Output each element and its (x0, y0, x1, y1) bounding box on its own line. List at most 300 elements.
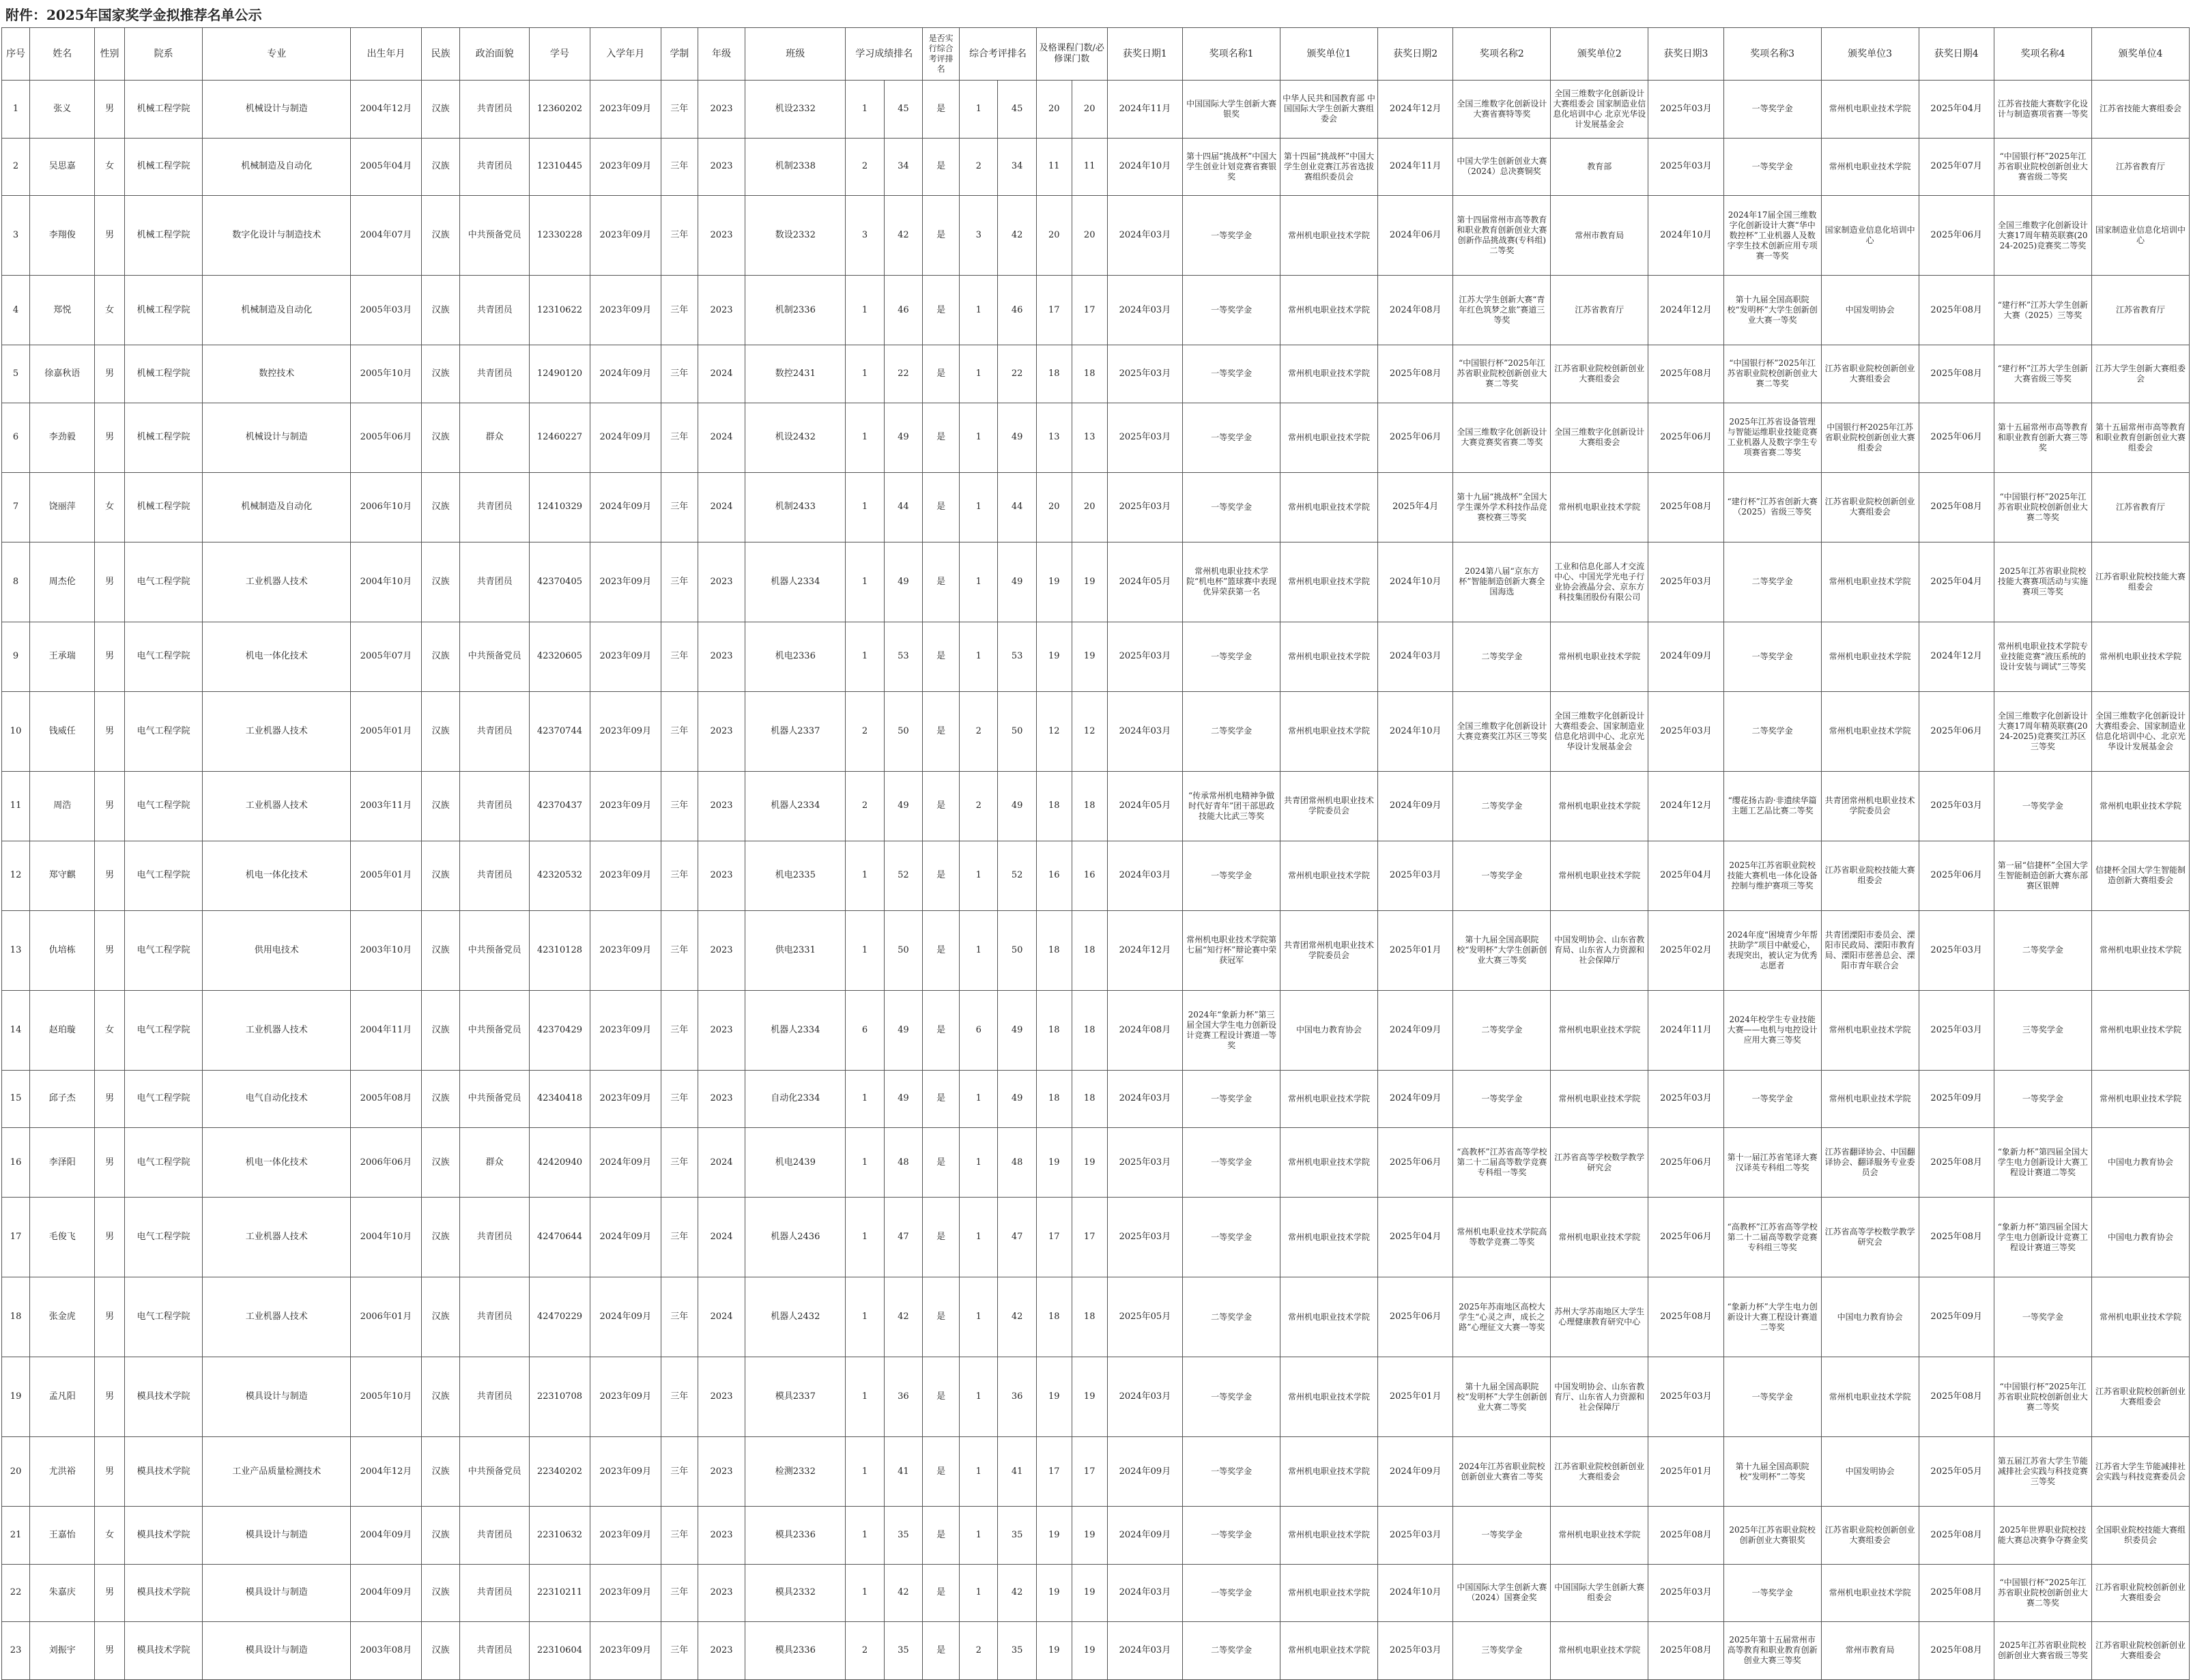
study-length: 三年 (661, 1507, 698, 1565)
study-rank-total: 48 (884, 1128, 922, 1198)
award-org-2: 全国三维数字化创新设计大赛组委会 国家制造业信息化培训中心 北京光华设计发展基金会 (1551, 81, 1648, 139)
class: 机电2439 (745, 1128, 846, 1198)
student-name: 孟凡阳 (30, 1357, 95, 1437)
award-name-4: 一等奖学金 (1994, 1277, 2091, 1357)
gender: 男 (95, 1128, 124, 1198)
enroll-month: 2023年09月 (590, 1564, 661, 1622)
award-date-3: 2024年12月 (1648, 771, 1723, 841)
comprehensive-rank: 1 (960, 542, 998, 622)
passed-courses: 11 (1036, 138, 1072, 196)
row-number: 18 (2, 1277, 30, 1357)
award-org-4: 中国电力教育协会 (2091, 1128, 2189, 1198)
comprehensive-eval-flag: 是 (923, 622, 960, 691)
study-length: 三年 (661, 276, 698, 345)
passed-courses: 12 (1036, 691, 1072, 771)
award-date-3: 2024年10月 (1648, 196, 1723, 276)
passed-courses: 19 (1036, 622, 1072, 691)
row-number: 9 (2, 622, 30, 691)
political-status: 共青团员 (460, 1564, 530, 1622)
comprehensive-eval-flag: 是 (923, 1437, 960, 1507)
birth-month: 2006年06月 (351, 1128, 422, 1198)
ethnicity: 汉族 (421, 542, 459, 622)
birth-month: 2005年01月 (351, 691, 422, 771)
award-date-2: 2024年09月 (1377, 1437, 1452, 1507)
award-org-3: 常州市教育局 (1821, 1622, 1919, 1680)
award-date-1: 2025年03月 (1107, 472, 1182, 542)
comprehensive-rank-total: 48 (998, 1128, 1036, 1198)
table-row (2, 1070, 2190, 1128)
comprehensive-eval-flag: 是 (923, 81, 960, 139)
award-org-3: 江苏省职业院校创新创业大赛组委会 (1821, 345, 1919, 403)
birth-month: 2005年06月 (351, 403, 422, 472)
enroll-month: 2024年09月 (590, 1128, 661, 1198)
birth-month: 2004年11月 (351, 990, 422, 1070)
gender: 女 (95, 138, 124, 196)
passed-courses: 19 (1036, 1357, 1072, 1437)
award-date-2: 2025年04月 (1377, 1198, 1452, 1277)
study-rank: 1 (846, 1070, 884, 1128)
award-name-4: 全国三维数字化创新设计大赛17周年精英联赛(2024-2025)竞赛奖江苏区三等奖 (1994, 691, 2091, 771)
comprehensive-rank-total: 34 (998, 138, 1036, 196)
col-header: 入学年月 (590, 28, 661, 81)
award-name-2: 中国大学生创新创业大赛（2024）总决赛铜奖 (1453, 138, 1551, 196)
award-org-3: 中国发明协会 (1821, 276, 1919, 345)
comprehensive-eval-flag: 是 (923, 771, 960, 841)
study-rank: 1 (846, 542, 884, 622)
award-date-1: 2025年03月 (1107, 403, 1182, 472)
grade: 2023 (698, 1564, 745, 1622)
comprehensive-rank: 1 (960, 472, 998, 542)
award-date-3: 2025年03月 (1648, 1564, 1723, 1622)
ethnicity: 汉族 (421, 81, 459, 139)
award-date-2: 2025年4月 (1377, 472, 1452, 542)
col-header: 获奖日期3 (1648, 28, 1723, 81)
required-courses: 17 (1072, 1437, 1107, 1507)
award-name-2: 2025年苏南地区高校大学生“心灵之声，成长之路”心理征文大赛一等奖 (1453, 1277, 1551, 1357)
student-name: 王嘉怡 (30, 1507, 95, 1565)
student-name: 郑悦 (30, 276, 95, 345)
comprehensive-eval-flag: 是 (923, 403, 960, 472)
comprehensive-rank-total: 49 (998, 1070, 1036, 1128)
student-id: 42370429 (530, 990, 590, 1070)
ethnicity: 汉族 (421, 345, 459, 403)
table-row (2, 622, 2190, 691)
award-name-2: “中国银行杯”2025年江苏省职业院校创新创业大赛二等奖 (1453, 345, 1551, 403)
department: 机械工程学院 (124, 276, 203, 345)
class: 自动化2334 (745, 1070, 846, 1128)
student-name: 饶丽萍 (30, 472, 95, 542)
award-org-3: 常州机电职业技术学院 (1821, 622, 1919, 691)
comprehensive-eval-flag: 是 (923, 138, 960, 196)
award-name-2: 第十四届常州市高等教育和职业教育创新创业大赛创新作品挑战赛(专科组)二等奖 (1453, 196, 1551, 276)
award-name-1: 一等奖学金 (1183, 345, 1280, 403)
table-row (2, 138, 2190, 196)
award-name-2: 中国国际大学生创新大赛（2024）国赛金奖 (1453, 1564, 1551, 1622)
birth-month: 2003年10月 (351, 910, 422, 990)
major: 工业机器人技术 (203, 542, 351, 622)
major: 模具设计与制造 (203, 1564, 351, 1622)
gender: 男 (95, 1622, 124, 1680)
study-length: 三年 (661, 542, 698, 622)
study-rank-total: 53 (884, 622, 922, 691)
row-number: 1 (2, 81, 30, 139)
student-name: 刘振宇 (30, 1622, 95, 1680)
department: 电气工程学院 (124, 1277, 203, 1357)
political-status: 共青团员 (460, 1198, 530, 1277)
department: 模具技术学院 (124, 1622, 203, 1680)
required-courses: 18 (1072, 1277, 1107, 1357)
study-length: 三年 (661, 1437, 698, 1507)
award-date-1: 2024年05月 (1107, 542, 1182, 622)
award-name-1: 一等奖学金 (1183, 1357, 1280, 1437)
award-name-4: 一等奖学金 (1994, 771, 2091, 841)
table-row (2, 542, 2190, 622)
study-rank: 2 (846, 1622, 884, 1680)
study-rank: 6 (846, 990, 884, 1070)
student-id: 42370437 (530, 771, 590, 841)
award-org-2: 常州机电职业技术学院 (1551, 771, 1648, 841)
col-header: 政治面貌 (460, 28, 530, 81)
award-org-4: 第十五届常州市高等教育和职业教育创新创业大赛组委会 (2091, 403, 2189, 472)
passed-courses: 18 (1036, 345, 1072, 403)
row-number: 7 (2, 472, 30, 542)
class: 数控2431 (745, 345, 846, 403)
grade: 2023 (698, 276, 745, 345)
award-date-3: 2025年03月 (1648, 542, 1723, 622)
award-org-3: 共青团常州机电职业技术学院委员会 (1821, 771, 1919, 841)
row-number: 4 (2, 276, 30, 345)
study-rank: 1 (846, 1198, 884, 1277)
award-name-2: 2024年江苏省职业院校创新创业大赛省二等奖 (1453, 1437, 1551, 1507)
award-name-2: “高教杯”江苏省高等学校第二十二届高等数学竞赛专科组一等奖 (1453, 1128, 1551, 1198)
award-name-4: 第五届江苏省大学生节能减排社会实践与科技竞赛三等奖 (1994, 1437, 2091, 1507)
award-date-2: 2025年03月 (1377, 1507, 1452, 1565)
award-org-1: 常州机电职业技术学院 (1280, 1277, 1378, 1357)
major: 机械制造及自动化 (203, 276, 351, 345)
award-org-2: 常州机电职业技术学院 (1551, 622, 1648, 691)
study-rank: 1 (846, 1357, 884, 1437)
award-date-2: 2025年08月 (1377, 345, 1452, 403)
birth-month: 2005年01月 (351, 841, 422, 910)
passed-courses: 19 (1036, 1507, 1072, 1565)
enroll-month: 2023年09月 (590, 910, 661, 990)
award-name-2: 三等奖学金 (1453, 1622, 1551, 1680)
award-date-4: 2025年07月 (1919, 138, 1994, 196)
award-date-2: 2024年10月 (1377, 1564, 1452, 1622)
enroll-month: 2023年09月 (590, 276, 661, 345)
award-org-3: 国家制造业信息化培训中心 (1821, 196, 1919, 276)
gender: 男 (95, 81, 124, 139)
col-header: 学号 (530, 28, 590, 81)
major: 机械制造及自动化 (203, 138, 351, 196)
political-status: 中共预备党员 (460, 196, 530, 276)
scholarship-table (1, 27, 2190, 1680)
required-courses: 12 (1072, 691, 1107, 771)
award-org-4: 全国三维数字化创新设计大赛组委会、国家制造业信息化培训中心、北京光华设计发展基金会 (2091, 691, 2189, 771)
comprehensive-rank-total: 49 (998, 771, 1036, 841)
award-org-4: 江苏省教育厅 (2091, 472, 2189, 542)
award-date-3: 2025年04月 (1648, 841, 1723, 910)
table-row (2, 1622, 2190, 1680)
student-id: 12310622 (530, 276, 590, 345)
required-courses: 19 (1072, 1128, 1107, 1198)
award-date-4: 2025年03月 (1919, 910, 1994, 990)
ethnicity: 汉族 (421, 472, 459, 542)
class: 检测2332 (745, 1437, 846, 1507)
passed-courses: 19 (1036, 1128, 1072, 1198)
award-org-2: 教育部 (1551, 138, 1648, 196)
award-org-1: 常州机电职业技术学院 (1280, 622, 1378, 691)
award-name-1: 二等奖学金 (1183, 691, 1280, 771)
comprehensive-rank: 1 (960, 1564, 998, 1622)
political-status: 中共预备党员 (460, 990, 530, 1070)
comprehensive-rank-total: 46 (998, 276, 1036, 345)
award-date-3: 2025年08月 (1648, 472, 1723, 542)
award-org-1: 常州机电职业技术学院 (1280, 1437, 1378, 1507)
award-name-3: 一等奖学金 (1723, 622, 1821, 691)
award-name-3: 一等奖学金 (1723, 138, 1821, 196)
ethnicity: 汉族 (421, 1128, 459, 1198)
award-name-2: 常州机电职业技术学院高等数学竞赛二等奖 (1453, 1198, 1551, 1277)
comprehensive-rank: 1 (960, 1277, 998, 1357)
student-name: 徐嘉秋语 (30, 345, 95, 403)
award-date-4: 2025年09月 (1919, 1277, 1994, 1357)
passed-courses: 13 (1036, 403, 1072, 472)
political-status: 共青团员 (460, 771, 530, 841)
student-name: 周杰伦 (30, 542, 95, 622)
award-org-3: 江苏省职业院校创新创业大赛组委会 (1821, 1507, 1919, 1565)
award-name-1: 一等奖学金 (1183, 472, 1280, 542)
comprehensive-eval-flag: 是 (923, 990, 960, 1070)
row-number: 11 (2, 771, 30, 841)
comprehensive-eval-flag: 是 (923, 1198, 960, 1277)
ethnicity: 汉族 (421, 1437, 459, 1507)
award-date-2: 2025年01月 (1377, 1357, 1452, 1437)
study-rank: 1 (846, 345, 884, 403)
award-date-1: 2024年09月 (1107, 1437, 1182, 1507)
row-number: 20 (2, 1437, 30, 1507)
political-status: 共青团员 (460, 472, 530, 542)
birth-month: 2004年09月 (351, 1564, 422, 1622)
study-rank-total: 50 (884, 910, 922, 990)
award-org-2: 江苏省高等学校数学教学研究会 (1551, 1128, 1648, 1198)
award-org-2: 常州机电职业技术学院 (1551, 1507, 1648, 1565)
award-date-4: 2025年08月 (1919, 1507, 1994, 1565)
award-name-3: 二等奖学金 (1723, 691, 1821, 771)
award-org-3: 常州机电职业技术学院 (1821, 1357, 1919, 1437)
table-row (2, 276, 2190, 345)
enroll-month: 2023年09月 (590, 1357, 661, 1437)
award-name-4: “象新力杯”第四届全国大学生电力创新设计大赛工程设计赛道二等奖 (1994, 1128, 2091, 1198)
award-name-3: “高教杯”江苏省高等学校第二十二届高等数学竞赛专科组三等奖 (1723, 1198, 1821, 1277)
comprehensive-rank: 1 (960, 403, 998, 472)
passed-courses: 16 (1036, 841, 1072, 910)
comprehensive-rank: 1 (960, 1128, 998, 1198)
student-name: 张金虎 (30, 1277, 95, 1357)
study-rank: 1 (846, 1277, 884, 1357)
comprehensive-rank-total: 42 (998, 1564, 1036, 1622)
study-length: 三年 (661, 81, 698, 139)
award-date-3: 2025年03月 (1648, 1070, 1723, 1128)
gender: 男 (95, 196, 124, 276)
department: 机械工程学院 (124, 472, 203, 542)
grade: 2023 (698, 771, 745, 841)
award-date-3: 2025年08月 (1648, 1277, 1723, 1357)
ethnicity: 汉族 (421, 1198, 459, 1277)
enroll-month: 2023年09月 (590, 1437, 661, 1507)
award-name-1: 二等奖学金 (1183, 1622, 1280, 1680)
grade: 2023 (698, 1507, 745, 1565)
col-header: 奖项名称4 (1994, 28, 2091, 81)
award-org-1: 常州机电职业技术学院 (1280, 1564, 1378, 1622)
award-date-2: 2025年06月 (1377, 1277, 1452, 1357)
required-courses: 20 (1072, 196, 1107, 276)
award-org-3: 中国发明协会 (1821, 1437, 1919, 1507)
student-name: 朱嘉庆 (30, 1564, 95, 1622)
study-length: 三年 (661, 990, 698, 1070)
row-number: 23 (2, 1622, 30, 1680)
gender: 女 (95, 990, 124, 1070)
award-org-1: 共青团常州机电职业技术学院委员会 (1280, 771, 1378, 841)
award-date-2: 2025年03月 (1377, 841, 1452, 910)
study-length: 三年 (661, 910, 698, 990)
award-org-2: 常州机电职业技术学院 (1551, 1198, 1648, 1277)
row-number: 13 (2, 910, 30, 990)
award-date-2: 2024年10月 (1377, 691, 1452, 771)
gender: 男 (95, 1198, 124, 1277)
class: 机电2335 (745, 841, 846, 910)
award-name-3: 2024年17届全国三维数字化创新设计大赛“华中数控杯”工业机器人及数字孪生技术创新应用专项赛一等奖 (1723, 196, 1821, 276)
award-name-1: “传承常州机电精神争做时代好青年”团干部思政技能大比武三等奖 (1183, 771, 1280, 841)
student-name: 邱子杰 (30, 1070, 95, 1128)
award-org-2: 江苏省职业院校创新创业大赛组委会 (1551, 345, 1648, 403)
comprehensive-rank-total: 36 (998, 1357, 1036, 1437)
award-name-4: “中国银行杯”2025年江苏省职业院校创新创业大赛二等奖 (1994, 1564, 2091, 1622)
award-date-4: 2025年08月 (1919, 472, 1994, 542)
gender: 女 (95, 1507, 124, 1565)
study-rank-total: 34 (884, 138, 922, 196)
department: 电气工程学院 (124, 542, 203, 622)
row-number: 12 (2, 841, 30, 910)
award-date-3: 2025年03月 (1648, 1357, 1723, 1437)
grade: 2023 (698, 990, 745, 1070)
award-date-3: 2025年03月 (1648, 691, 1723, 771)
award-name-2: 一等奖学金 (1453, 1070, 1551, 1128)
required-courses: 13 (1072, 403, 1107, 472)
award-date-2: 2024年09月 (1377, 771, 1452, 841)
study-rank-total: 49 (884, 403, 922, 472)
award-org-2: 工业和信息化部人才交流中心、中国光学光电子行业协会液晶分会、京东方科技集团股份有限公司 (1551, 542, 1648, 622)
award-name-1: 常州机电职业技术学院第七届“知行杯”辩论赛中荣获冠军 (1183, 910, 1280, 990)
birth-month: 2005年04月 (351, 138, 422, 196)
row-number: 10 (2, 691, 30, 771)
political-status: 群众 (460, 403, 530, 472)
department: 机械工程学院 (124, 196, 203, 276)
study-rank: 2 (846, 771, 884, 841)
birth-month: 2004年12月 (351, 81, 422, 139)
student-name: 李劲毅 (30, 403, 95, 472)
award-date-3: 2025年03月 (1648, 81, 1723, 139)
student-id: 22310604 (530, 1622, 590, 1680)
award-org-1: 常州机电职业技术学院 (1280, 1198, 1378, 1277)
department: 机械工程学院 (124, 403, 203, 472)
student-id: 42370744 (530, 691, 590, 771)
comprehensive-eval-flag: 是 (923, 841, 960, 910)
required-courses: 17 (1072, 1198, 1107, 1277)
department: 模具技术学院 (124, 1437, 203, 1507)
birth-month: 2004年07月 (351, 196, 422, 276)
grade: 2024 (698, 472, 745, 542)
award-date-4: 2025年08月 (1919, 1357, 1994, 1437)
enroll-month: 2023年09月 (590, 1622, 661, 1680)
ethnicity: 汉族 (421, 138, 459, 196)
award-org-3: 常州机电职业技术学院 (1821, 1070, 1919, 1128)
col-header: 及格课程门数/必修课门数 (1036, 28, 1107, 81)
study-length: 三年 (661, 1277, 698, 1357)
ethnicity: 汉族 (421, 841, 459, 910)
grade: 2024 (698, 1128, 745, 1198)
col-header: 学制 (661, 28, 698, 81)
award-name-1: 一等奖学金 (1183, 841, 1280, 910)
award-org-4: 常州机电职业技术学院 (2091, 1277, 2189, 1357)
student-name: 郑守麒 (30, 841, 95, 910)
enroll-month: 2023年09月 (590, 196, 661, 276)
study-rank-total: 36 (884, 1357, 922, 1437)
award-date-1: 2025年03月 (1107, 1128, 1182, 1198)
political-status: 中共预备党员 (460, 622, 530, 691)
table-row (2, 1198, 2190, 1277)
table-row (2, 403, 2190, 472)
study-rank-total: 42 (884, 196, 922, 276)
award-name-4: 三等奖学金 (1994, 990, 2091, 1070)
award-name-1: 一等奖学金 (1183, 1128, 1280, 1198)
award-org-3: 共青团溧阳市委员会、溧阳市民政局、溧阳市教育局、溧阳市慈善总会、溧阳市青年联合会 (1821, 910, 1919, 990)
award-name-3: 2025年江苏省职业院校创新创业大赛银奖 (1723, 1507, 1821, 1565)
class: 机制2433 (745, 472, 846, 542)
grade: 2023 (698, 1622, 745, 1680)
comprehensive-rank: 1 (960, 841, 998, 910)
ethnicity: 汉族 (421, 691, 459, 771)
required-courses: 18 (1072, 771, 1107, 841)
gender: 男 (95, 345, 124, 403)
class: 机器人2436 (745, 1198, 846, 1277)
grade: 2023 (698, 1437, 745, 1507)
award-org-2: 全国三维数字化创新设计大赛组委会 (1551, 403, 1648, 472)
ethnicity: 汉族 (421, 771, 459, 841)
birth-month: 2005年10月 (351, 345, 422, 403)
study-rank-total: 35 (884, 1622, 922, 1680)
study-rank: 1 (846, 472, 884, 542)
award-org-4: 江苏省职业院校创新创业大赛组委会 (2091, 1564, 2189, 1622)
award-name-3: “中国银行杯”2025年江苏省职业院校创新创业大赛二等奖 (1723, 345, 1821, 403)
student-id: 12310445 (530, 138, 590, 196)
major: 电气自动化技术 (203, 1070, 351, 1128)
major: 数控技术 (203, 345, 351, 403)
award-org-2: 常州机电职业技术学院 (1551, 1622, 1648, 1680)
award-date-1: 2024年08月 (1107, 990, 1182, 1070)
passed-courses: 18 (1036, 771, 1072, 841)
award-name-3: 一等奖学金 (1723, 1357, 1821, 1437)
table-row (2, 1564, 2190, 1622)
student-id: 42420940 (530, 1128, 590, 1198)
award-name-2: 第十九届“挑战杯”全国大学生课外学术科技作品竞赛校赛三等奖 (1453, 472, 1551, 542)
birth-month: 2005年10月 (351, 1357, 422, 1437)
passed-courses: 18 (1036, 1277, 1072, 1357)
award-name-2: 第十九届全国高职院校“发明杯”大学生创新创业大赛二等奖 (1453, 1357, 1551, 1437)
award-org-3: 常州机电职业技术学院 (1821, 138, 1919, 196)
political-status: 共青团员 (460, 1622, 530, 1680)
row-number: 22 (2, 1564, 30, 1622)
